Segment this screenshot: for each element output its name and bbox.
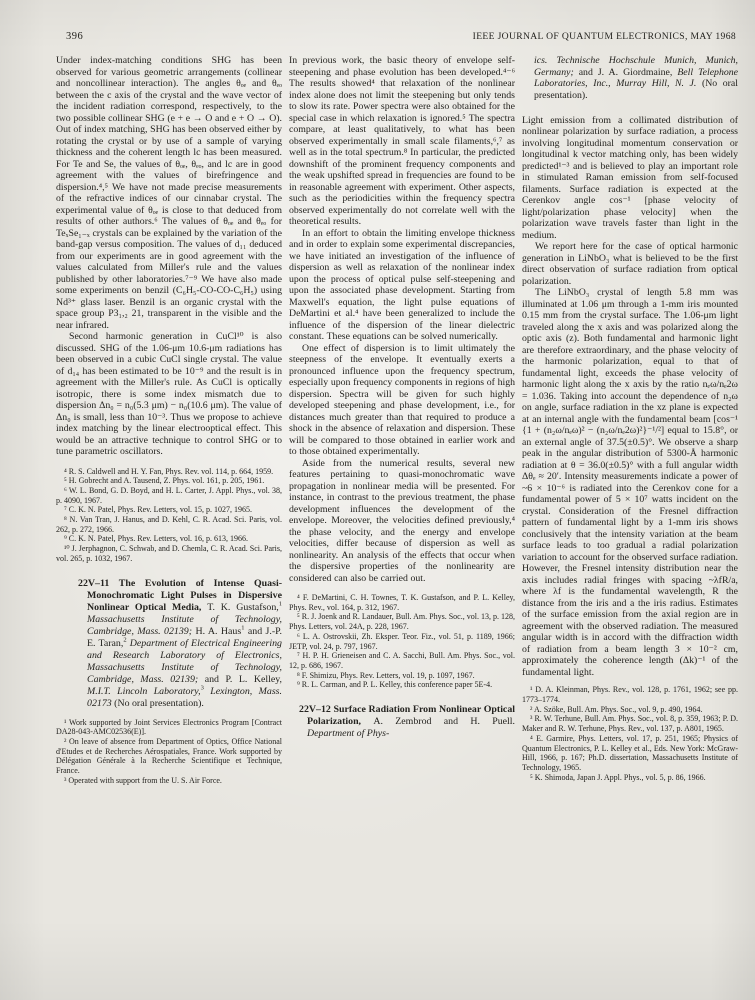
reference-item: ⁹ C. K. N. Patel, Phys. Rev. Letters, vol. 16, p. 613, 1966. xyxy=(64,534,249,544)
reference-item: ⁶ L. A. Ostrovskii, Zh. Eksper. Teor. Fiz., vol. 51, p. 1189, 1966; JETP, vol. 24, p. 797, 1967. xyxy=(289,631,515,651)
reference-item: ⁴ E. Garmire, Phys. Letters, vol. 17, p. 251, 1965; Physics of Quantum Electronics, P. L. Kelley et al., Eds. New York: McGraw-Hill, 1966, p. 167; Ph.D. dissertation, Massachusetts Institute of Technology, 1965. xyxy=(522,733,738,772)
reference-item: ⁷ H. P. H. Grieneisen and C. A. Sacchi, Bull. Am. Phys. Soc., vol. 12, p. 686, 1967. xyxy=(289,651,515,670)
paragraph-cucl: Second harmonic generation in CuCl¹⁰ is also discussed. SHG of the 1.06-μm 10.6-μm radiations has been observed in a cubic CuCl single crystal. The value of d₁₄ has been estimated to be 10⁻⁹ and the result is in agreement with the Miller's rule. As CuCl is optically isotropic, there is some index mismatch due to dispersion Δn₀ = n₀(5.3 μm) − n₀(10.6 μm). The value of Δn₀ is small, less than 10⁻³. Thus we propose to achieve index matching by the linear electrooptical effect. This would be an attractive technique to control SHG or to tune parametric oscillators. xyxy=(56,331,282,457)
abstract-heading-22v12-continuation: ics. Technische Hochschule Munich, Munich, Germany; and J. A. Giordmaine, Bell Telephone Laboratories, Inc., Murray Hill, N. J. (No oral presentation). xyxy=(534,55,738,102)
abstract-heading-22v12: 22V–12 Surface Radiation From Nonlinear Optical Polarization, A. Zembrod and H. Puell. Department of Phys- xyxy=(299,704,515,740)
reference-item: ⁸ F. Shimizu, Phys. Rev. Letters, vol. 19, p. 1097, 1967. xyxy=(297,670,475,680)
reference-item: ⁵ H. Gobrecht and A. Tausend, Z. Phys. vol. 161, p. 205, 1961. xyxy=(64,476,265,486)
reference-list-left xyxy=(56,467,282,564)
column-middle xyxy=(289,55,515,999)
paragraph-22v11-body: Aside from the numerical results, several new features pertaining to quasi-monochromatic wave propagation in nonlinear media will be presented. For instance, in contrast to the previous treatment, the phase development influences the development of the envelope. Moreover, the velocities defined previously,⁴ the phase velocity, and the energy and envelope velocities, differ because of dispersion as well as nonlinearity. An analysis of the effects that occur when the dispersive properties of the nonlinearity are considered can also be carried out. xyxy=(289,457,515,584)
paragraph-22v12-body: We report here for the case of optical harmonic generation in LiNbO₃ what is believed to be the first direct observation of surface radiation from optical polarization. xyxy=(522,241,738,287)
footnote-item: ² On leave of absence from Department of Optics, Office National d'Etudes et de Recherches Aérospatiales, France. Work supported by Délégation Générale à la Recherche Scientifique et Technique, France. xyxy=(56,736,282,776)
reference-item: ⁵ K. Shimoda, Japan J. Appl. Phys., vol. 5, p. 86, 1966. xyxy=(530,772,706,782)
paragraph-22v11-body: In an effort to obtain the limiting envelope thickness and in order to explain some experimental discrepancies, we have initiated an investigation of the influence of dispersion as well as relaxation of the nonlinear index upon the process of optical pulse self-steepening and upon the associated phase development. Starting from Maxwell's equation, the light pulse equations of DeMartini et al.⁴ have been generalized to include the influence of the dispersion of the linear dielectric constant. These equations can be solved numerically. xyxy=(289,227,515,342)
journal-title: IEEE JOURNAL OF QUANTUM ELECTRONICS, MAY 1968 xyxy=(472,31,736,42)
column-left xyxy=(56,55,282,999)
page-number: 396 xyxy=(66,31,84,42)
reference-item: ⁷ C. K. N. Patel, Phys. Rev. Letters, vol. 15, p. 1027, 1965. xyxy=(64,505,253,515)
paragraph-22v11-body: One effect of dispersion is to limit ultimately the steepness of the envelope. It eventually exerts a pronounced influence upon the frequency spectrum, especially upon frequency components in regions of high dispersion. Spectra will be given for such highly developed steepening and phase development, i.e., for distances much greater than that required to produce a shock in the absence of relaxation and dispersion. These will be compared to those obtained in earlier work and to those obtained experimentally. xyxy=(289,342,515,457)
reference-list-middle xyxy=(289,593,515,690)
paragraph-22v12-body: Light emission from a collimated distribution of nonlinear polarization by surface radiation, a process involving longitudinal momentum conservation or longitudinal k vector matching only, has been widely predicted¹⁻³ and is believed to play an important role in stimulated Raman emission from self-focused filaments. Surface radiation is expected at the Cerenkov angle cos⁻¹ [phase velocity of light/polarization phase velocity] when the polarization wave travels faster than light in the medium. xyxy=(522,114,738,241)
reference-list-right xyxy=(522,685,738,782)
footnote-item: ¹ Work supported by Joint Services Electronics Program [Contract DA28-043-AMC02536(E)]. xyxy=(56,717,282,737)
reference-item: ¹ D. A. Kleinman, Phys. Rev., vol. 128, p. 1761, 1962; see pp. 1773–1774. xyxy=(522,685,738,705)
paragraph-22v12-body: The LiNbO₃ crystal of length 5.8 mm was illuminated at 1.06 μm through a 1-mm iris mounted 0.15 mm from the crystal surface. The 1.06-μm light traveled along the x axis and was polarized along the optic axis (z). Both fundamental and harmonic light are therefore extraordinary, and the phase velocity of the harmonic polarization, equal to that of fundamental light, exceeds the phase velocity of harmonic light along the x axis by the ratio nₑω/nₑ2ω = 1.036. Taking into account the dependence of n₂ω on angle, surface radiation in the xz plane is expected at an internal angle with the fundamental beam [cos⁻¹ {1 + (n₂ω/nₑω)² − (n₂ω/nₑ2ω)²}⁻¹/²] equal to 15.8°, or an external angle of 37.5(±0.5)°. We observe a sharp peak in the angular distribution of 5300-Å harmonic radiation at θ = 36.0(±0.5)° with a full angular width Δθₑ ≈ 20′. Intensity measurements indicate a power of ~6 × 10⁻⁶ is radiated into the Cerenkov cone for a fundamental power of 5 × 10⁷ watts incident on the crystal. Consideration of the Fresnel diffraction pattern of fundamental light by a 1-mm iris shows conclusively that the intensity variation at the beam surface leads to too gradual a radial polarization variation to account for the observed surface radiation. However, the Fresnel intensity distribution near the axis includes radial fringes with spacing ~λfR/a, where λf is the fundamental wavelength, R the distance from the iris and a the iris radius. Estimates of the surface emission from the axial region are in agreement with the observed radiation. The measured angular width is in accord with the diffraction width of radiation from a beam length 3 × 10⁻² cm, approximately the coherence length (Δk)⁻¹ of the fundamental light. xyxy=(522,287,738,678)
reference-item: ⁴ R. S. Caldwell and H. Y. Fan, Phys. Rev. vol. 114, p. 664, 1959. xyxy=(64,466,274,476)
reference-item: ¹⁰ J. Jerphagnon, C. Schwab, and D. Chemla, C. R. Acad. Sci. Paris, vol. 265, p. 1032, 1967. xyxy=(56,544,282,563)
reference-item: ⁶ W. L. Bond, G. D. Boyd, and H. L. Carter, J. Appl. Phys., vol. 38, p. 4090, 1967. xyxy=(56,485,282,505)
reference-item: ⁹ R. L. Carman, and P. L. Kelley, this conference paper 5E-4. xyxy=(297,680,493,690)
reference-item: ⁵ R. J. Joenk and R. Landauer, Bull. Am. Phys. Soc., vol. 13, p. 128, Phys. Letters, vol. 24A, p. 228, 1967. xyxy=(289,612,515,632)
text-columns xyxy=(56,55,738,999)
reference-item: ⁴ F. DeMartini, C. H. Townes, T. K. Gustafson, and P. L. Kelley, Phys. Rev., vol. 164, p. 312, 1967. xyxy=(289,593,515,612)
paragraph-shg-continuation: Under index-matching conditions SHG has been observed for various geometric arrangements (collinear and noncollinear interaction). The angles θₒₑ and θₑₒ between the c axis of the crystal and the wave vector of the incident radiation correspond, respectively, to the two possible collinear SHG (e + e → O and e + O → O). Out of index matching, SHG has been observed either by rotating the crystal or by use of a sample of varying thickness and the coherent length lc has been measured. For Te and Se, the values of θₒₑ, θₑₒ, and lc are in good agreement with the values of birefringence and dispersion.⁴,⁵ We have not made precise measurements of the refractive indices of our cinnabar crystal. The experimental value of θₒₑ is close to that deduced from results of other authors.⁶ The values of θₒₑ and θₑₒ for TeₓSe₁₋ₓ crystals can be explained by the variation of the band-gap versus composition. The values of d₁₁ deduced from our experiments are in good agreement with the values calculated from Miller's rule and the values published by other laboratories.⁷⁻⁹ We have also made some experiments on benzil (C₆H₅-CO-CO-C₆H₅) using Nd³⁺ glass laser. Benzil is an organic crystal with the space group P3₁,₂ 21, transparent in the visible and the near infrared. xyxy=(56,55,282,331)
footnote-list-left xyxy=(56,718,282,786)
reference-item: ⁸ N. Van Tran, J. Hanus, and D. Kehl, C. R. Acad. Sci. Paris, vol. 262, p. 272, 1966. xyxy=(56,515,282,534)
reference-item: ² A. Szöke, Bull. Am. Phys. Soc., vol. 9, p. 490, 1964. xyxy=(530,704,703,714)
page-header xyxy=(56,31,736,42)
column-right xyxy=(522,55,738,999)
abstract-heading-22v11: 22V–11 The Evolution of Intense Quasi-Monochromatic Light Pulses in Dispersive Nonlinear Optical Media, T. K. Gustafson,$^1$ Massachusetts Institute of Technology, Cambridge, Mass. 02139; H. A. Haus$^1$ and J.-P. E. Taran,$^2$ Department of Electrical Engineering and Research Laboratory of Electronics, Massachusetts Institute of Technology, Cambridge, Mass. 02139; and P. L. Kelley, M.I.T. Lincoln Laboratory,$^3$ Lexington, Mass. 02173 (No oral presentation). xyxy=(78,577,282,710)
reference-item: ³ R. W. Terhune, Bull. Am. Phys. Soc., vol. 8, p. 359, 1963; P. D. Maker and R. W. Terhune, Phys. Rev., vol. 137, p. A801, 1965. xyxy=(522,714,738,734)
paragraph-22v11-body: In previous work, the basic theory of envelope self-steepening and phase evolution has been developed.⁴⁻⁶ The results showed⁴ that relaxation of the nonlinear index alone does not limit the steepening but only tends to slow its rate. Power spectra were also obtained for the special case in which relaxation is ignored.⁵ The spectra compare, at least qualitatively, to what has been observed experimentally in small scale filaments,⁶,⁷ as well as in the total spectrum.⁸ In particular, the predicted downshift of the prominent frequency components and the weak upshifted spread in frequencies are found to be in reasonable agreement with experiment. Other aspects, such as the periodicities within the frequency spectra observed experimentally do not correlate well with the theoretical results. xyxy=(289,55,515,227)
footnote-item: ³ Operated with support from the U. S. Air Force. xyxy=(64,775,222,785)
